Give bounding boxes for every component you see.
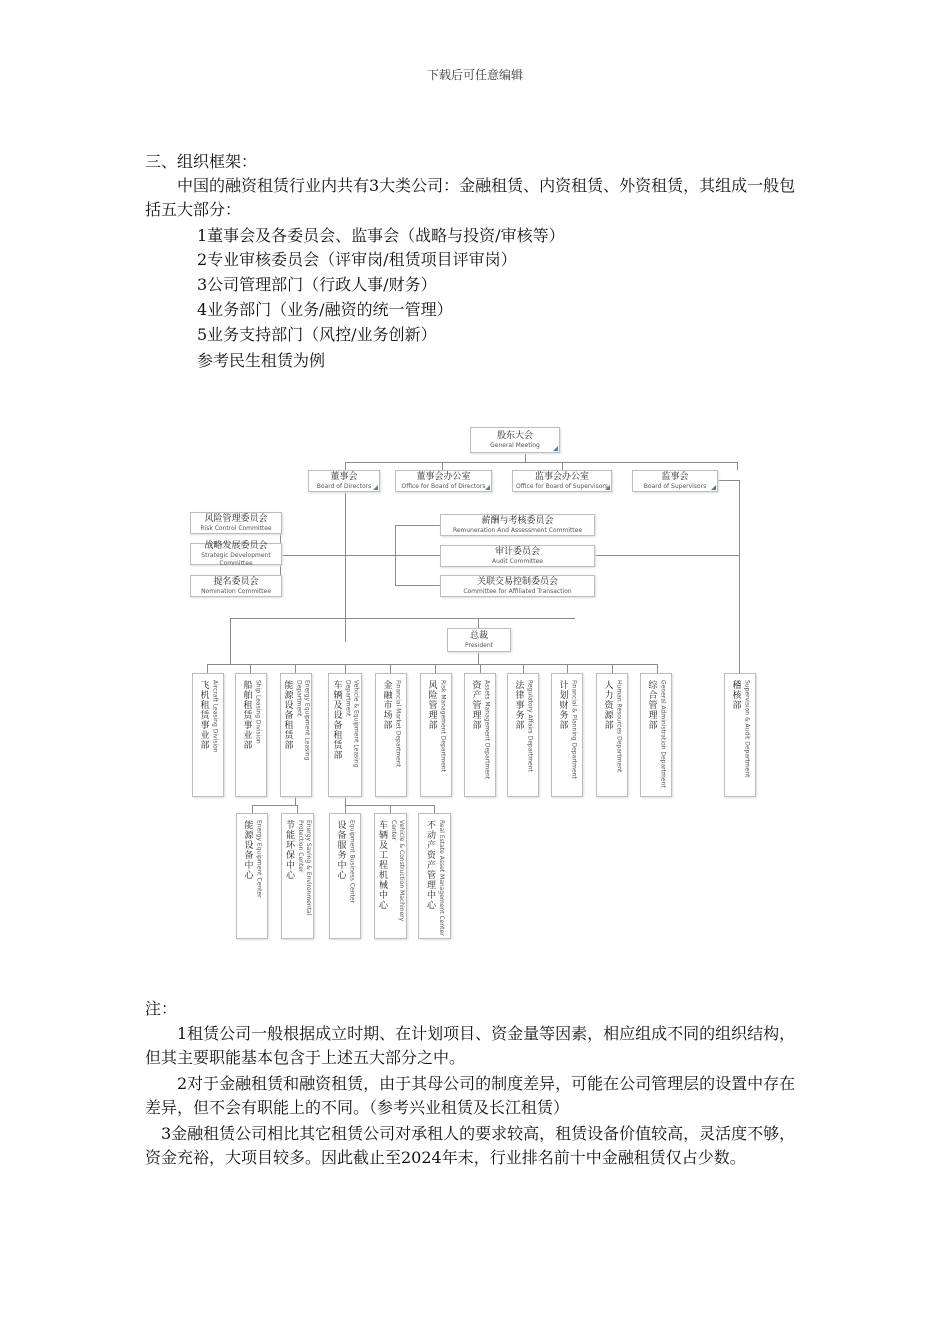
org-node-nomination-committee: 提名委员会 Nomination Committee [190, 575, 282, 597]
org-node-president: 总裁 President [447, 628, 511, 652]
org-node-audit-department: Supervision & Audit Department 稽核部 [724, 673, 756, 797]
reference-line: 参考民生租赁为例 [197, 351, 326, 370]
page-header: 下载后可任意编辑 [426, 68, 523, 82]
org-node-center: Energy Saving & Environmental Protection Center 节能环保中心 [281, 813, 314, 939]
part-4: 4业务部门（业务/融资的统一管理） [197, 300, 453, 319]
note-1: 1租赁公司一般根据成立时期、在计划项目、资金量等因素，相应组成不同的组织结构，但其主要职能基本包含于上述五大部分之中。 [145, 1024, 796, 1067]
org-node-department: Energy Equipment Leasing Department 能源设备租赁部 [280, 673, 312, 797]
part-1: 1董事会及各委员会、监事会（战略与投资/审核等） [197, 226, 565, 245]
org-node-department: Human Resources Department 人力资源部 [596, 673, 628, 797]
org-node-department: Vehicle & Equipment Leasing Department 车辆及设备租赁部 [328, 673, 362, 797]
org-node-department: General Administration Department 综合管理部 [640, 673, 672, 797]
org-node-affiliated-committee: 关联交易控制委员会 Committee for Affiliated Transaction [440, 575, 595, 597]
org-chart [180, 415, 780, 955]
org-node-department: Risk Management Department 风险管理部 [420, 673, 452, 797]
org-node-department: Financial Market Department 金融市场部 [375, 673, 407, 797]
org-node-board-office: 董事会办公室 Office for Board of Directors [395, 470, 492, 492]
org-node-general-meeting: 股东大会 General Meeting [470, 427, 560, 453]
part-3: 3公司管理部门（行政人事/财务） [197, 275, 437, 294]
org-node-department: Ship Leasing Division 船舶租赁事业部 [235, 673, 267, 797]
note-3: 3金融租赁公司相比其它租赁公司对承租人的要求较高，租赁设备价值较高，灵活度不够，资金充裕，大项目较多。因此截止至2024年末，行业排名前十中金融租赁仅占少数。 [145, 1124, 796, 1167]
org-node-center: Real Estate Asset Management Center 不动产资产管理中心 [418, 813, 451, 939]
org-node-center: Energy Equipment Center 能源设备中心 [236, 813, 268, 939]
org-node-remuneration-committee: 薪酬与考核委员会 Remuneration And Assessment Committee [440, 514, 595, 536]
org-node-department: Aircraft Leasing Division 飞机租赁事业部 [192, 673, 224, 797]
section-title: 三、组织框架： [145, 152, 258, 171]
notes-title: 注： [145, 999, 178, 1018]
intro-paragraph: 中国的融资租赁行业内共有3大类公司：金融租赁、内资租赁、外资租赁，其组成一般包括五大部分： [145, 176, 796, 219]
org-node-department: Financial & Planning Department 计划财务部 [551, 673, 583, 797]
org-node-center: Vehicle & Construction Machinery Center 车辆及工程机械中心 [374, 813, 407, 939]
org-node-audit-committee: 审计委员会 Audit Committee [440, 545, 595, 567]
part-2: 2专业审核委员会（评审岗/租赁项目评审岗） [197, 250, 517, 269]
org-node-risk-committee: 风险管理委员会 Risk Control Committee [190, 512, 282, 534]
org-node-supervisors: 监事会 Board of Supervisors [632, 470, 718, 492]
org-node-supervisors-office: 监事会办公室 Office for Board of Supervisors [512, 470, 612, 492]
org-node-board: 董事会 Board of Directors [308, 470, 380, 492]
part-5: 5业务支持部门（风控/业务创新） [197, 325, 437, 344]
note-2: 2对于金融租赁和融资租赁，由于其母公司的制度差异，可能在公司管理层的设置中存在差异，但不会有职能上的不同。（参考兴业租赁及长江租赁） [145, 1074, 796, 1117]
org-node-center: Equipment Business Center 设备服务中心 [329, 813, 361, 939]
org-node-department: Regulatory Affairs Department 法律事务部 [507, 673, 539, 797]
org-node-strategy-committee: 战略发展委员会 Strategic Development Committee [190, 543, 282, 565]
org-node-department: Assets Management Department 资产管理部 [464, 673, 496, 797]
